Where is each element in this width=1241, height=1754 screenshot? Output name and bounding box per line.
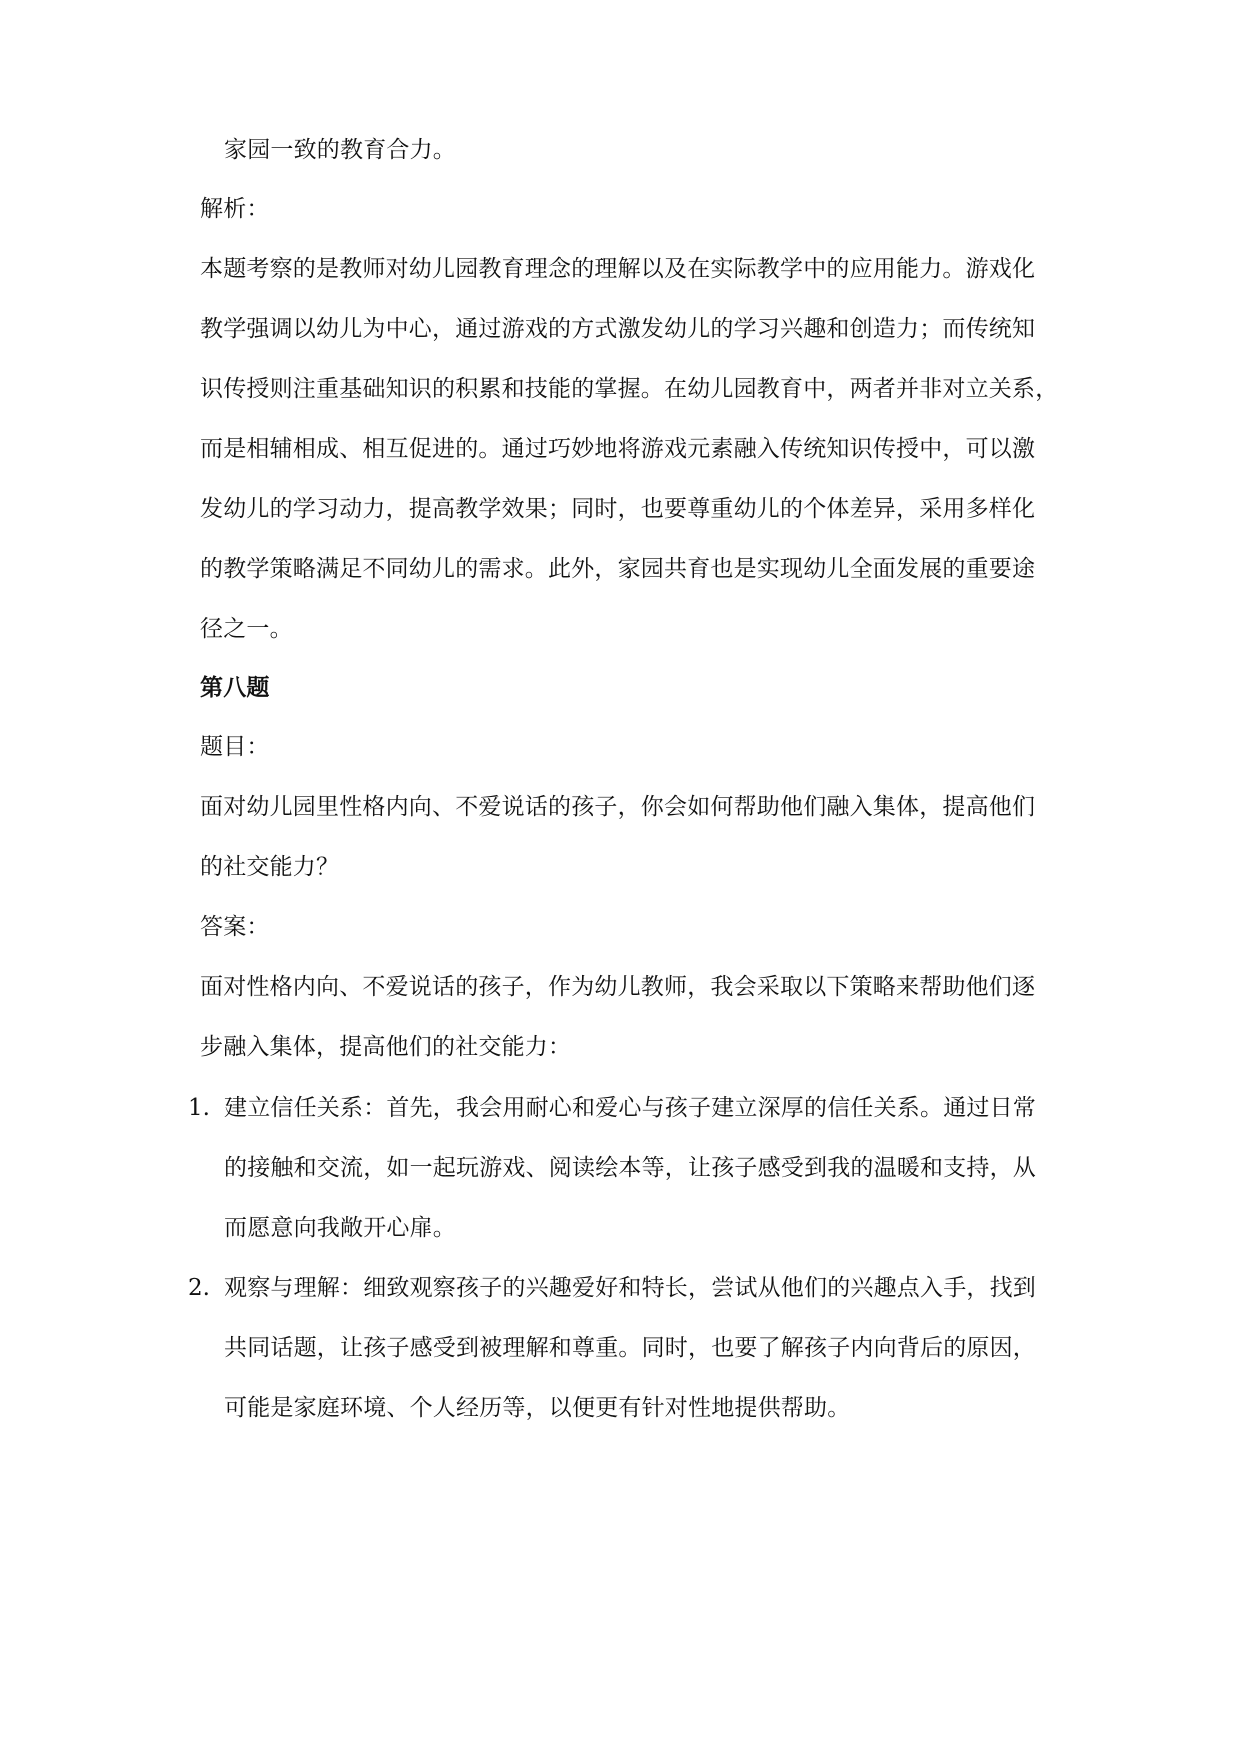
answer-intro-line: 步融入集体，提高他们的社交能力： bbox=[200, 1034, 572, 1060]
list-item-line: 共同话题，让孩子感受到被理解和尊重。同时，也要了解孩子内向背后的原因， bbox=[224, 1335, 1036, 1361]
list-item-line: 观察与理解：细致观察孩子的兴趣爱好和特长，尝试从他们的兴趣点入手，找到 bbox=[224, 1275, 1036, 1301]
list-item-line: 而愿意向我敞开心扉。 bbox=[224, 1215, 456, 1241]
list-item-line: 的接触和交流，如一起玩游戏、阅读绘本等，让孩子感受到我的温暖和支持，从 bbox=[224, 1155, 1036, 1181]
answer-intro-line: 面对性格内向、不爱说话的孩子，作为幼儿教师，我会采取以下策略来帮助他们逐 bbox=[200, 974, 1036, 1000]
analysis-label: 解析： bbox=[200, 196, 270, 222]
list-item-number: 2. bbox=[188, 1275, 210, 1301]
question-line: 面对幼儿园里性格内向、不爱说话的孩子，你会如何帮助他们融入集体，提高他们 bbox=[200, 794, 1036, 820]
carryover-text-line: 家园一致的教育合力。 bbox=[224, 137, 456, 163]
analysis-line: 识传授则注重基础知识的积累和技能的掌握。在幼儿园教育中，两者并非对立关系， bbox=[200, 376, 1059, 402]
section-title: 第八题 bbox=[200, 674, 270, 701]
list-item-line: 建立信任关系：首先，我会用耐心和爱心与孩子建立深厚的信任关系。通过日常 bbox=[224, 1095, 1036, 1121]
list-item-number: 1. bbox=[188, 1095, 210, 1121]
question-label: 题目： bbox=[200, 734, 270, 760]
analysis-line: 而是相辅相成、相互促进的。通过巧妙地将游戏元素融入传统知识传授中，可以激 bbox=[200, 436, 1036, 462]
list-item-line: 可能是家庭环境、个人经历等，以便更有针对性地提供帮助。 bbox=[224, 1395, 851, 1421]
analysis-line: 教学强调以幼儿为中心，通过游戏的方式激发幼儿的学习兴趣和创造力；而传统知 bbox=[200, 316, 1036, 342]
analysis-line: 的教学策略满足不同幼儿的需求。此外，家园共育也是实现幼儿全面发展的重要途 bbox=[200, 556, 1036, 582]
answer-label: 答案： bbox=[200, 914, 270, 940]
analysis-line: 径之一。 bbox=[200, 616, 293, 642]
analysis-line: 本题考察的是教师对幼儿园教育理念的理解以及在实际教学中的应用能力。游戏化 bbox=[200, 256, 1036, 282]
analysis-line: 发幼儿的学习动力，提高教学效果；同时，也要尊重幼儿的个体差异，采用多样化 bbox=[200, 496, 1036, 522]
question-line: 的社交能力？ bbox=[200, 854, 340, 880]
